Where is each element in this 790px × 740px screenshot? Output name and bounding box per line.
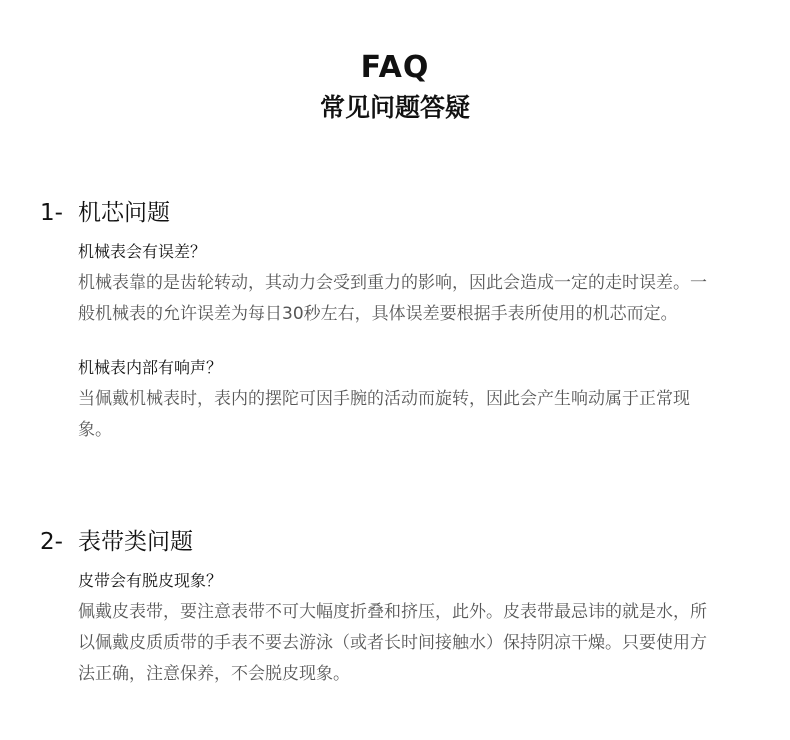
- faq-item: [78, 240, 710, 330]
- faq-question: 机械表会有误差？: [78, 242, 207, 261]
- faq-answer: 机械表靠的是齿轮转动，其动力会受到重力的影响，因此会造成一定的走时误差。一般机械表的允许误差为每日30秒左右，具体误差要根据手表所使用的机芯而定。: [78, 273, 707, 324]
- section-heading: [40, 527, 740, 557]
- page-header: [0, 48, 790, 126]
- page-title: FAQ: [360, 50, 430, 85]
- section-heading: [40, 198, 740, 228]
- faq-answer: 佩戴皮表带，要注意表带不可大幅度折叠和挤压，此外。皮表带最忌讳的就是水，所以佩戴皮质质带的手表不要去游泳（或者长时间接触水）保持阴凉干燥。只要使用方法正确，注意保养，不会脱皮现象。: [78, 602, 707, 684]
- section-number: 2-: [40, 529, 63, 555]
- faq-question: 皮带会有脱皮现象？: [78, 571, 223, 590]
- section-title: 表带类问题: [78, 529, 193, 555]
- section-title: 机芯问题: [78, 200, 170, 226]
- faq-answer: 当佩戴机械表时，表内的摆陀可因手腕的活动而旋转，因此会产生响动属于正常现象。: [78, 389, 690, 440]
- faq-item: [78, 356, 710, 446]
- faq-question: 机械表内部有响声？: [78, 358, 223, 377]
- section-number: 1-: [40, 200, 63, 226]
- faq-section-movement: [40, 198, 740, 446]
- faq-section-strap: [40, 527, 740, 690]
- page-subtitle: 常见问题答疑: [319, 93, 470, 122]
- faq-item: [78, 569, 710, 690]
